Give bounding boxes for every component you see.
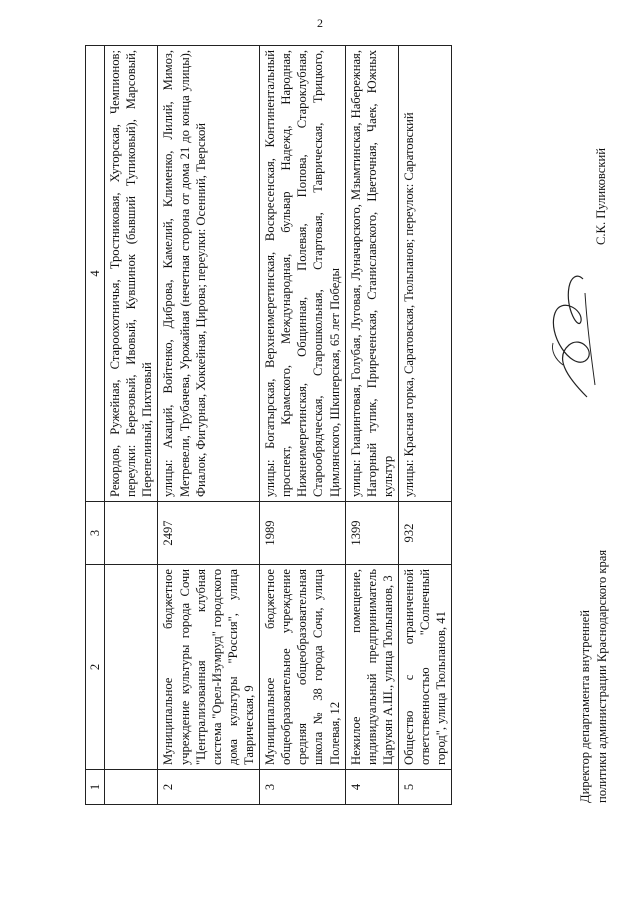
row-number [105, 770, 158, 805]
header-cell-4: 4 [86, 46, 105, 502]
row-number: 3 [260, 770, 346, 805]
table-row [260, 46, 346, 805]
premises-cell [105, 565, 158, 770]
streets-cell: улицы: Гиацинтовая, Голубая, Луговая, Луначарского, Мзымтинская, Набережная, Нагорный тупик, Приреченская, Станиславского, Цветочная, Чаек, Южных культур [345, 46, 398, 502]
voters-count: 932 [398, 502, 451, 565]
rotated-sheet [85, 35, 625, 805]
header-cell-1: 1 [86, 770, 105, 805]
row-number: 2 [158, 770, 260, 805]
voters-count [105, 502, 158, 565]
voters-count: 1989 [260, 502, 346, 565]
signatory-position-line-1: Директор департамента внутренней [578, 610, 592, 803]
signatory-position-line-2: политики администрации Краснодарского края [595, 549, 609, 803]
premises-cell: Общество с ограниченной ответственностью "Солнечный город", улица Тюльпанов, 41 [398, 565, 451, 770]
table-header-row [86, 46, 105, 805]
handwritten-signature [525, 265, 625, 405]
table-row [158, 46, 260, 805]
header-cell-3: 3 [86, 502, 105, 565]
voters-count: 1399 [345, 502, 398, 565]
premises-cell: Муниципальное бюджетное учреждение культуры города Сочи "Централизованная клубная система "Орел-Изумруд" городского дома культуры "Россия", улица Таврическая, 9 [158, 565, 260, 770]
page-number: 2 [317, 16, 323, 30]
row-number: 4 [345, 770, 398, 805]
signatory-name: С.К. Пуликовский [594, 148, 608, 245]
streets-cell: улицы: Акаций, Войтенко, Диброва, Камелий, Клименко, Лилий, Мимоз, Метревели, Трубачева, Урожайная (нечетная сторона от дома 21 до конца улицы), Фиалок, Фигурная, Хоккейная, Цирова; переулки: Осенний, Тверской [158, 46, 260, 502]
streets-cell: Рекордов, Ружейная, Староохотничья, Тростниковая, Хуторская, Чемпионов; переулки: Березовый, Ивовый, Кувшинок (бывший Тупиковый), Марсовый, Перепелиный, Пихтовый [105, 46, 158, 502]
table-row [398, 46, 451, 805]
row-number: 5 [398, 770, 451, 805]
header-cell-2: 2 [86, 565, 105, 770]
premises-cell: Нежилое помещение, индивидуальный предприниматель Царукян А.Ш., улица Тюльпанов, 3 [345, 565, 398, 770]
table-row [345, 46, 398, 805]
premises-cell: Муниципальное бюджетное общеобразовательное учреждение средняя общеобразовательная школа № 38 города Сочи, улица Полевая, 12 [260, 565, 346, 770]
streets-cell: улицы: Красная горка, Саратовская, Тюльпанов; переулок: Саратовский [398, 46, 451, 502]
voters-count: 2497 [158, 502, 260, 565]
streets-cell: улицы: Богатырская, Верхнеимеретинская, Воскресенская, Континентальный проспект, Крамского, Международная, бульвар Надежд, Народная, Нижнеимеретинская, Общинная, Полевая, Попова, Староклубная, Старообрядческая, Старошкольная, Стартовая, Таврическая, Трицкого, Цимлянского, Шкиперская, 65 лет Победы [260, 46, 346, 502]
polling-stations-table [85, 45, 452, 805]
table-row [105, 46, 158, 805]
